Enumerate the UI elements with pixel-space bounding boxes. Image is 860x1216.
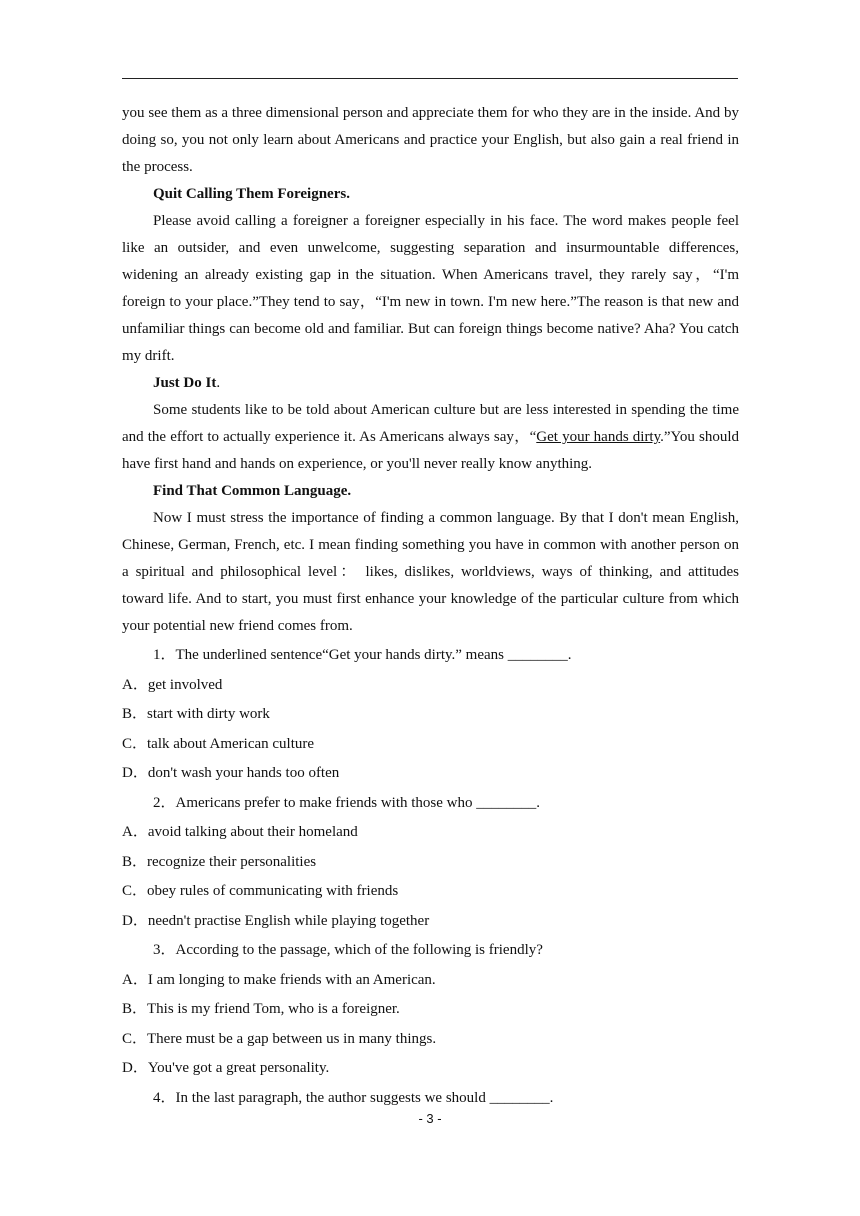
heading-common-language: Find That Common Language. bbox=[153, 483, 352, 499]
question-1-stem: 1．The underlined sentence“Get your hands dirty.” means ________. bbox=[153, 647, 572, 663]
document-body bbox=[122, 100, 739, 1113]
question-3-option-c: C．There must be a gap between us in many things. bbox=[122, 1030, 437, 1047]
question-3-option-a: A．I am longing to make friends with an American. bbox=[122, 971, 436, 988]
question-4-stem: 4．In the last paragraph, the author suggests we should ________. bbox=[153, 1089, 554, 1106]
question-3-option-b: B．This is my friend Tom, who is a foreigner. bbox=[122, 1001, 400, 1017]
question-1-option-a: A．get involved bbox=[122, 676, 223, 693]
heading-quit-calling: Quit Calling Them Foreigners. bbox=[153, 186, 350, 202]
paragraph-just-do-it bbox=[122, 397, 739, 478]
intro-paragraph: you see them as a three dimensional person and appreciate them for who they are in the inside. And by doing so, you not only learn about Americans and practice your English, but also gain a real friend in the process. bbox=[122, 105, 739, 175]
question-3-stem: 3．According to the passage, which of the following is friendly? bbox=[153, 942, 543, 958]
heading-just-do-it-text: Just Do It bbox=[153, 375, 217, 391]
question-1-option-d: D．don't wash your hands too often bbox=[122, 765, 340, 781]
header-rule bbox=[122, 78, 738, 79]
paragraph-quit-calling: Please avoid calling a foreigner a foreigner especially in his face. The word makes people feel like an outsider, and even unwelcome, suggesting separation and insurmountable differences, widening an already existing gap in the situation. When Americans travel, they rarely say，“I'm foreign to your place.”They tend to say，“I'm new in town. I'm new here.”The reason is that new and unfamiliar things can become old and familiar. But can foreign things become native? Aha? You catch my drift. bbox=[122, 213, 739, 364]
question-2-option-c: C．obey rules of communicating with friends bbox=[122, 883, 399, 899]
heading-just-do-it-period: . bbox=[216, 375, 221, 391]
question-2-stem: 2．Americans prefer to make friends with those who ________. bbox=[153, 794, 540, 811]
question-1-option-b: B．start with dirty work bbox=[122, 706, 270, 722]
question-2-option-d: D．needn't practise English while playing together bbox=[122, 912, 430, 929]
just-body-before: Some students like to be told about American culture but are less interested in spending the time and the effort to actually experience it. As Americans always say，“ bbox=[122, 402, 739, 445]
question-3-option-d: D．You've got a great personality. bbox=[122, 1060, 330, 1076]
underlined-phrase: Get your hands dirty bbox=[536, 429, 661, 445]
question-2-option-b: B．recognize their personalities bbox=[122, 853, 317, 870]
question-1-option-c: C．talk about American culture bbox=[122, 735, 315, 752]
heading-just-do-it bbox=[122, 370, 739, 397]
just-body-after: .”You should have first hand and hands on experience, or you'll never really know anything. bbox=[122, 429, 739, 472]
question-2-option-a: A．avoid talking about their homeland bbox=[122, 824, 358, 840]
paragraph-common-language: Now I must stress the importance of finding a common language. By that I don't mean English, Chinese, German, French, etc. I mean finding something you have in common with another person on a spiritual and philosophical level： likes, dislikes, worldviews, ways of thinking, and attitudes toward life. And to start, you must first enhance your knowledge of the particular culture from which your potential new friend comes from. bbox=[122, 510, 739, 634]
page-number: - 3 - bbox=[418, 1111, 442, 1126]
